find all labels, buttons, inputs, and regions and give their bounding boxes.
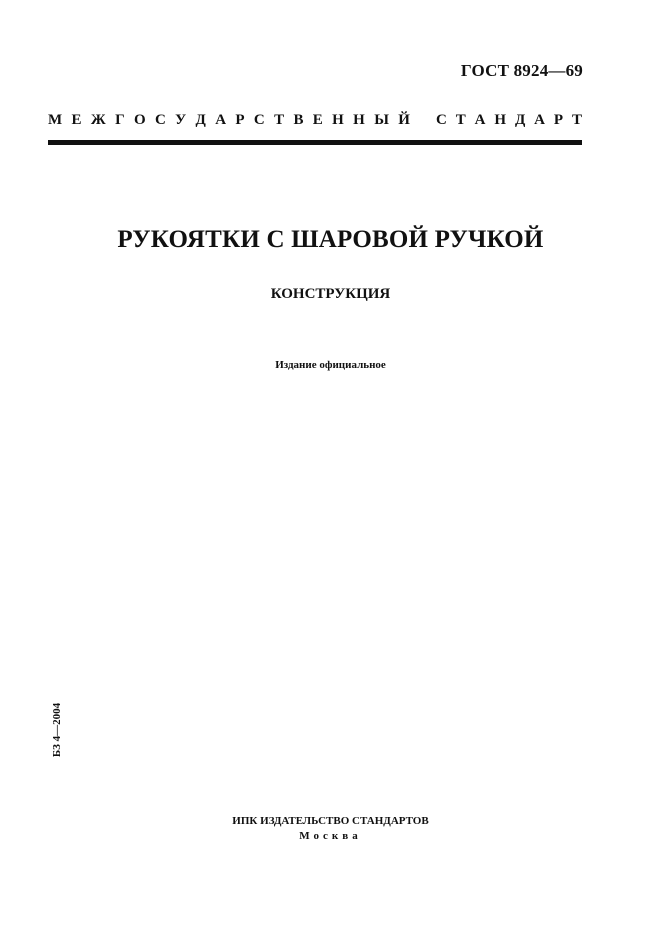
side-mark-text: БЗ 4—2004 <box>51 702 63 758</box>
category-word-standard <box>436 112 582 129</box>
category-letter: Т <box>455 112 466 128</box>
publisher-name: ИПК ИЗДАТЕЛЬСТВО СТАНДАРТОВ <box>232 815 429 827</box>
category-letter: Ж <box>90 112 106 128</box>
category-letter: Р <box>553 112 564 128</box>
category-letter: Г <box>115 112 125 128</box>
document-subtitle: КОНСТРУКЦИЯ <box>270 286 391 302</box>
category-letter: С <box>436 112 447 128</box>
category-letter: Е <box>71 112 82 128</box>
category-letter: А <box>474 112 486 128</box>
category-word-interstate <box>48 112 410 129</box>
category-letter: Д <box>195 112 206 128</box>
category-letter: С <box>154 112 166 128</box>
standard-category <box>48 112 582 129</box>
category-letter: О <box>133 112 146 128</box>
edition-note: Издание официальное <box>275 359 386 371</box>
category-letter: Н <box>353 112 365 128</box>
category-letter: Е <box>312 112 323 128</box>
header-rule <box>48 140 582 145</box>
category-letter: Ы <box>374 112 389 128</box>
category-letter: Д <box>514 112 526 128</box>
category-letter: А <box>215 112 227 128</box>
category-letter: В <box>293 112 304 128</box>
category-letter: Н <box>332 112 344 128</box>
category-letter: С <box>253 112 265 128</box>
category-letter: Р <box>235 112 245 128</box>
category-letter: А <box>534 112 545 128</box>
category-letter: Т <box>274 112 285 128</box>
document-number: ГОСТ 8924—69 <box>460 61 583 80</box>
publisher-city: Москва <box>299 830 362 842</box>
category-letter: Т <box>571 112 582 128</box>
document-title: РУКОЯТКИ С ШАРОВОЙ РУЧКОЙ <box>117 226 544 253</box>
category-letter: М <box>48 112 63 128</box>
category-letter: У <box>175 112 187 128</box>
category-letter: Н <box>494 112 507 128</box>
category-letter: Й <box>398 112 410 128</box>
